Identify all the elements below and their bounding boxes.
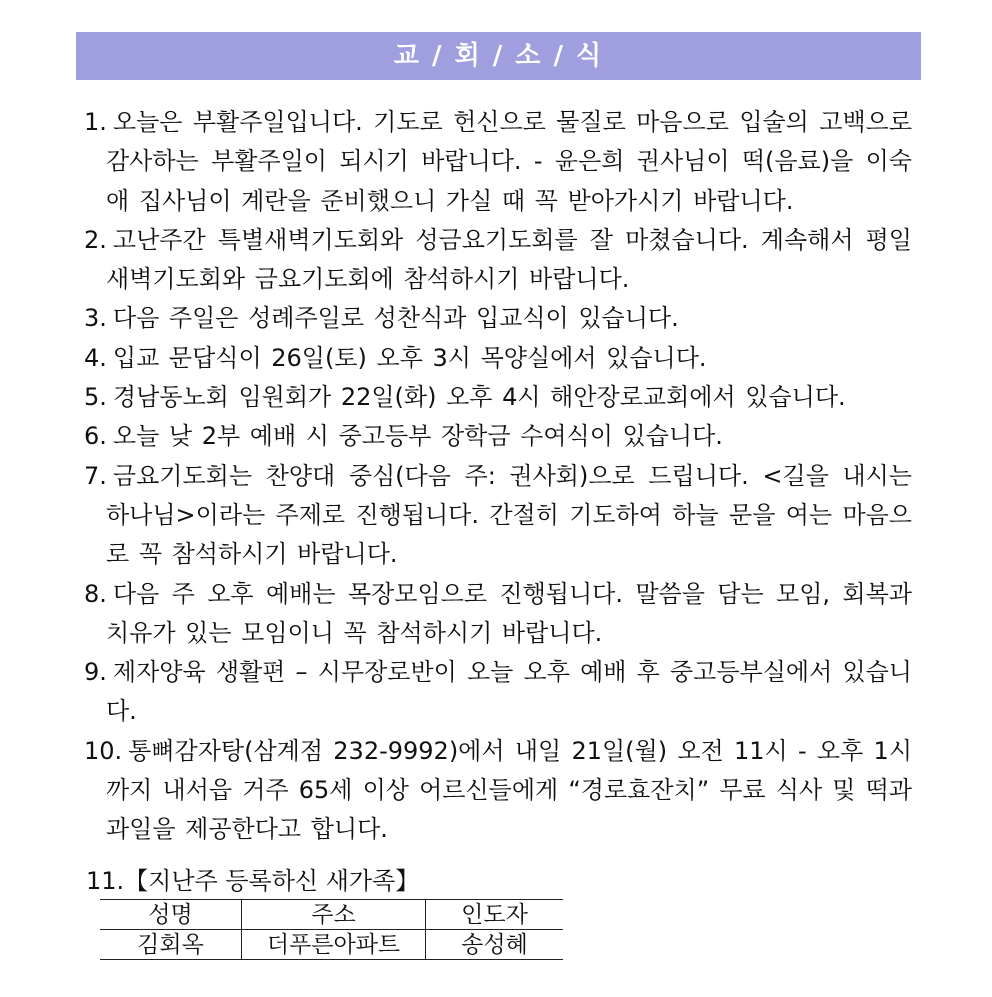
notice-number: 2. <box>84 225 107 254</box>
notice-number: 6. <box>84 422 107 451</box>
notice-list <box>84 103 912 850</box>
notice-number: 3. <box>84 304 107 333</box>
cell-guide: 송성혜 <box>426 930 564 960</box>
column-header-guide: 인도자 <box>426 900 564 930</box>
column-header-address: 주소 <box>242 900 426 930</box>
notice-item <box>84 339 912 378</box>
notice-text: 통뼈감자탕(삼계점 232-9992)에서 내일 21일(월) 오전 11시 - 오후 1시까지 내서읍 거주 65세 이상 어르신들에게 “경로효잔치” 무료 식사 및 떡과 과일을 제공한다고 합니다. <box>106 736 912 844</box>
notice-number: 4. <box>84 343 107 372</box>
notice-text: 입교 문답식이 26일(토) 오후 3시 목양실에서 있습니다. <box>112 343 707 372</box>
notice-number: 7. <box>84 461 107 490</box>
notice-number: 5. <box>84 383 107 412</box>
notice-text: 고난주간 특별새벽기도회와 성금요기도회를 잘 마쳤습니다. 계속해서 평일 새벽기도회와 금요기도회에 참석하시기 바랍니다. <box>106 225 912 294</box>
notice-number: 1. <box>84 108 107 136</box>
column-header-name: 성명 <box>100 900 242 930</box>
notice-item <box>84 378 912 417</box>
notice-item <box>84 417 912 456</box>
news-title-banner: 교 / 회 / 소 / 식 <box>76 32 921 80</box>
new-family-table <box>100 899 563 960</box>
notice-item <box>84 457 912 575</box>
notice-number: 11. <box>86 867 125 895</box>
notice-number: 10. <box>84 736 123 765</box>
new-family-heading <box>86 864 419 898</box>
notice-number: 9. <box>84 658 107 687</box>
table-row <box>100 930 563 960</box>
notice-text: 다음 주 오후 예배는 목장모임으로 진행됩니다. 말씀을 담는 모임, 회복과 치유가 있는 모임이니 꼭 참석하시기 바랍니다. <box>106 579 912 647</box>
notice-text: 오늘은 부활주일입니다. 기도로 헌신으로 물질로 마음으로 입술의 고백으로 감사하는 부활주일이 되시기 바랍니다. - 윤은희 권사님이 떡(음료)을 이숙애 집사님이 계란을 준비했으니 가실 때 꼭 받아가시기 바랍니다. <box>106 108 912 215</box>
notice-item <box>84 221 912 300</box>
table-header-row <box>100 900 563 930</box>
notice-item <box>84 575 912 654</box>
new-family-heading-text: 【지난주 등록하신 새가족】 <box>124 867 420 895</box>
cell-name: 김회옥 <box>100 930 242 960</box>
notice-text: 오늘 낮 2부 예배 시 중고등부 장학금 수여식이 있습니다. <box>112 422 723 451</box>
notice-number: 8. <box>84 579 107 608</box>
notice-text: 경남동노회 임원회가 22일(화) 오후 4시 해안장로교회에서 있습니다. <box>112 383 846 412</box>
notice-item <box>84 299 912 338</box>
notice-text: 제자양육 생활편 – 시무장로반이 오늘 오후 예배 후 중고등부실에서 있습니다. <box>106 658 912 726</box>
notice-item <box>84 103 912 221</box>
notice-text: 다음 주일은 성례주일로 성찬식과 입교식이 있습니다. <box>112 304 679 333</box>
notice-item <box>84 732 912 850</box>
notice-item <box>84 653 912 732</box>
notice-text: 금요기도회는 찬양대 중심(다음 주: 권사회)으로 드립니다. <길을 내시는 하나님>이라는 주제로 진행됩니다. 간절히 기도하여 하늘 문을 여는 마음으로 꼭 참석하시기 바랍니다. <box>106 461 912 569</box>
cell-address: 더푸른아파트 <box>242 930 426 960</box>
